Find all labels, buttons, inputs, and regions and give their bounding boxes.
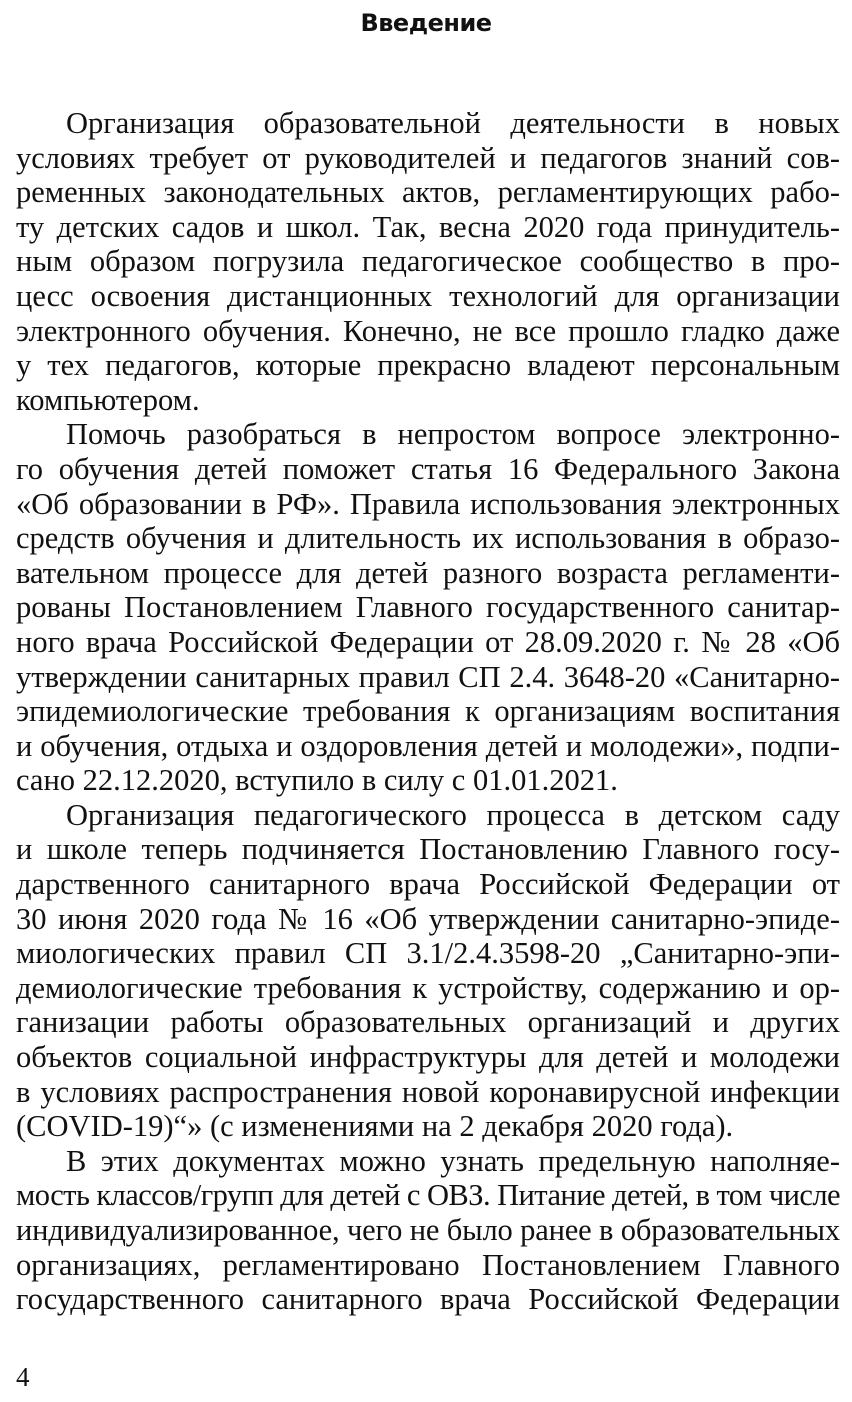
text-line: Организация педагогического процесса в детском саду xyxy=(66,797,840,832)
text-line: компьютером. xyxy=(16,382,200,417)
paragraph xyxy=(16,417,840,798)
text-line: объектов социальной инфраструктуры для детей и молодежи xyxy=(16,1040,840,1075)
text-line: государственного санитарного врача Российской Федерации xyxy=(16,1282,840,1317)
text-line: дарственного санитарного врача Российской Федерации от xyxy=(16,867,840,902)
text-line: (COVID-19)“» (с изменениями на 2 декабря 2020 года). xyxy=(16,1109,734,1144)
text-line: В этих документах можно узнать предельную наполняе- xyxy=(66,1143,840,1178)
text-line: ту детских садов и школ. Так, весна 2020 года принудитель- xyxy=(16,209,840,244)
text-line: го обучения детей поможет статья 16 Федерального Закона xyxy=(16,451,840,486)
page-title: Введение xyxy=(360,9,492,37)
body-text xyxy=(16,106,840,1317)
text-line: средств обучения и длительность их использования в образо- xyxy=(16,521,840,556)
text-line: электронного обучения. Конечно, не все прошло гладко даже xyxy=(16,313,840,348)
text-line: миологических правил СП 3.1/2.4.3598-20 „Санитарно-эпи- xyxy=(16,936,840,971)
text-line: условиях требует от руководителей и педагогов знаний сов- xyxy=(16,140,840,175)
text-line: эпидемиологические требования к организациям воспитания xyxy=(16,694,840,729)
text-line: сано 22.12.2020, вступило в силу с 01.01.2021. xyxy=(16,763,618,798)
text-line: ным образом погрузила педагогическое сообщество в про- xyxy=(16,244,840,279)
text-line: рованы Постановлением Главного государственного санитар- xyxy=(16,590,840,625)
paragraph xyxy=(16,798,840,1144)
text-line: и школе теперь подчиняется Постановлению Главного госу- xyxy=(16,832,840,867)
text-line: ременных законодательных актов, регламентирующих рабо- xyxy=(16,175,840,210)
text-line: демиологические требования к устройству, содержанию и ор- xyxy=(16,970,840,1005)
text-line: цесс освоения дистанционных технологий для организации xyxy=(16,278,840,313)
text-line: и обучения, отдыха и оздоровления детей и молодежи», подпи- xyxy=(16,728,840,763)
text-line: в условиях распространения новой коронавирусной инфекции xyxy=(16,1074,840,1109)
text-line: мость классов/групп для детей с ОВЗ. Питание детей, в том числе xyxy=(16,1178,840,1213)
text-line: утверждении санитарных правил СП 2.4. 3648-20 «Санитарно- xyxy=(16,659,840,694)
text-line: «Об образовании в РФ». Правила использования электронных xyxy=(16,486,840,521)
text-line: вательном процессе для детей разного возраста регламенти- xyxy=(16,555,840,590)
text-line: у тех педагогов, которые прекрасно владеют персональным xyxy=(16,348,840,383)
page-number: 4 xyxy=(16,1362,30,1392)
text-line: Организация образовательной деятельности в новых xyxy=(66,106,840,140)
text-line: ного врача Российской Федерации от 28.09.2020 г. № 28 «Об xyxy=(16,624,840,659)
text-line: ганизации работы образовательных организаций и других xyxy=(16,1005,840,1040)
paragraph xyxy=(16,1144,840,1317)
text-line: 30 июня 2020 года № 16 «Об утверждении санитарно-эпиде- xyxy=(16,901,840,936)
text-line: организациях, регламентировано Постановлением Главного xyxy=(16,1247,840,1282)
text-line: индивидуализированное, чего не было ранее в образовательных xyxy=(16,1213,840,1247)
text-line: Помочь разобраться в непростом вопросе электронно- xyxy=(66,417,840,452)
paragraph xyxy=(16,106,840,417)
